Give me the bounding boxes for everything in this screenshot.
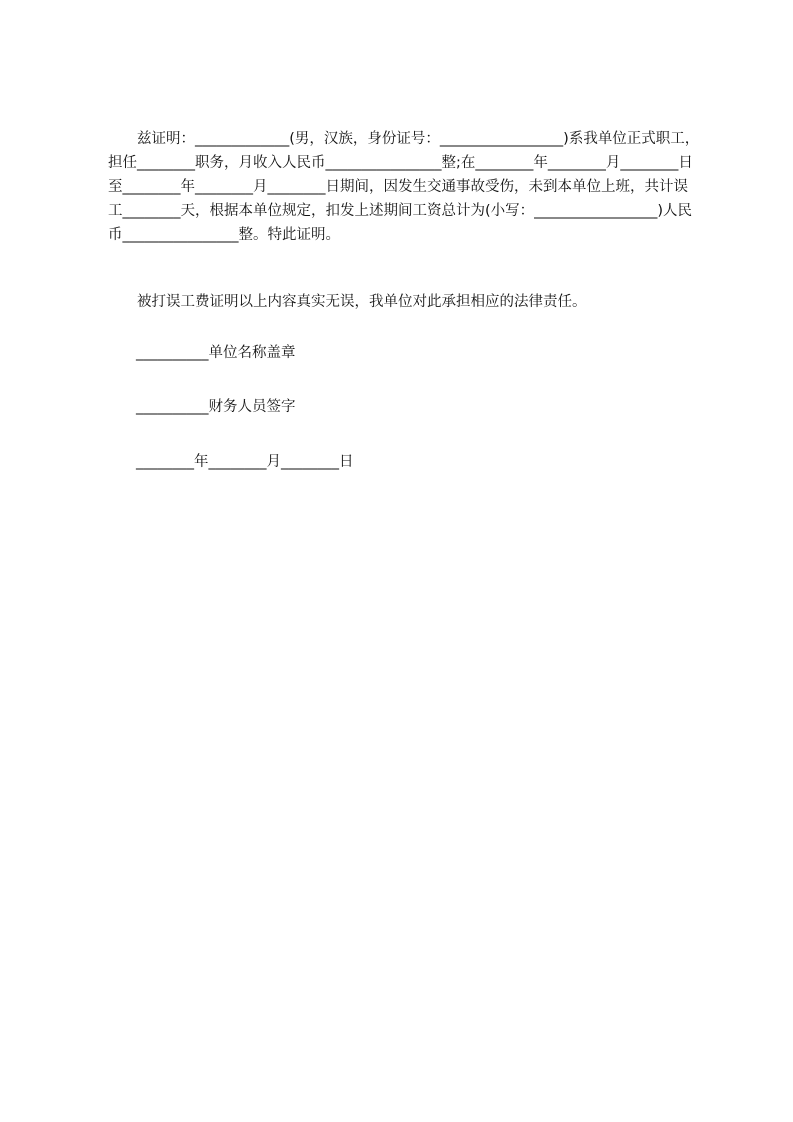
- certificate-body-paragraph: 兹证明：_____________(男，汉族，身份证号：_________________)系我单位正式职工，担任________职务，月收入人民币________________整;在________年________月________日至________年________月________日期间，因发生交通事故受伤，未到本单位上班，共计误工________天，根据本单位规定，扣发上述期间工资总计为(小写：_________________)人民币________________整。特此证明。: [108, 131, 700, 243]
- unit-seal-line: __________单位名称盖章: [136, 345, 296, 361]
- date-line: ________年________月________日: [136, 454, 354, 470]
- finance-signature-line: __________财务人员签字: [136, 399, 296, 415]
- declaration-paragraph: 被打误工费证明以上内容真实无误，我单位对此承担相应的法律责任。: [137, 294, 587, 310]
